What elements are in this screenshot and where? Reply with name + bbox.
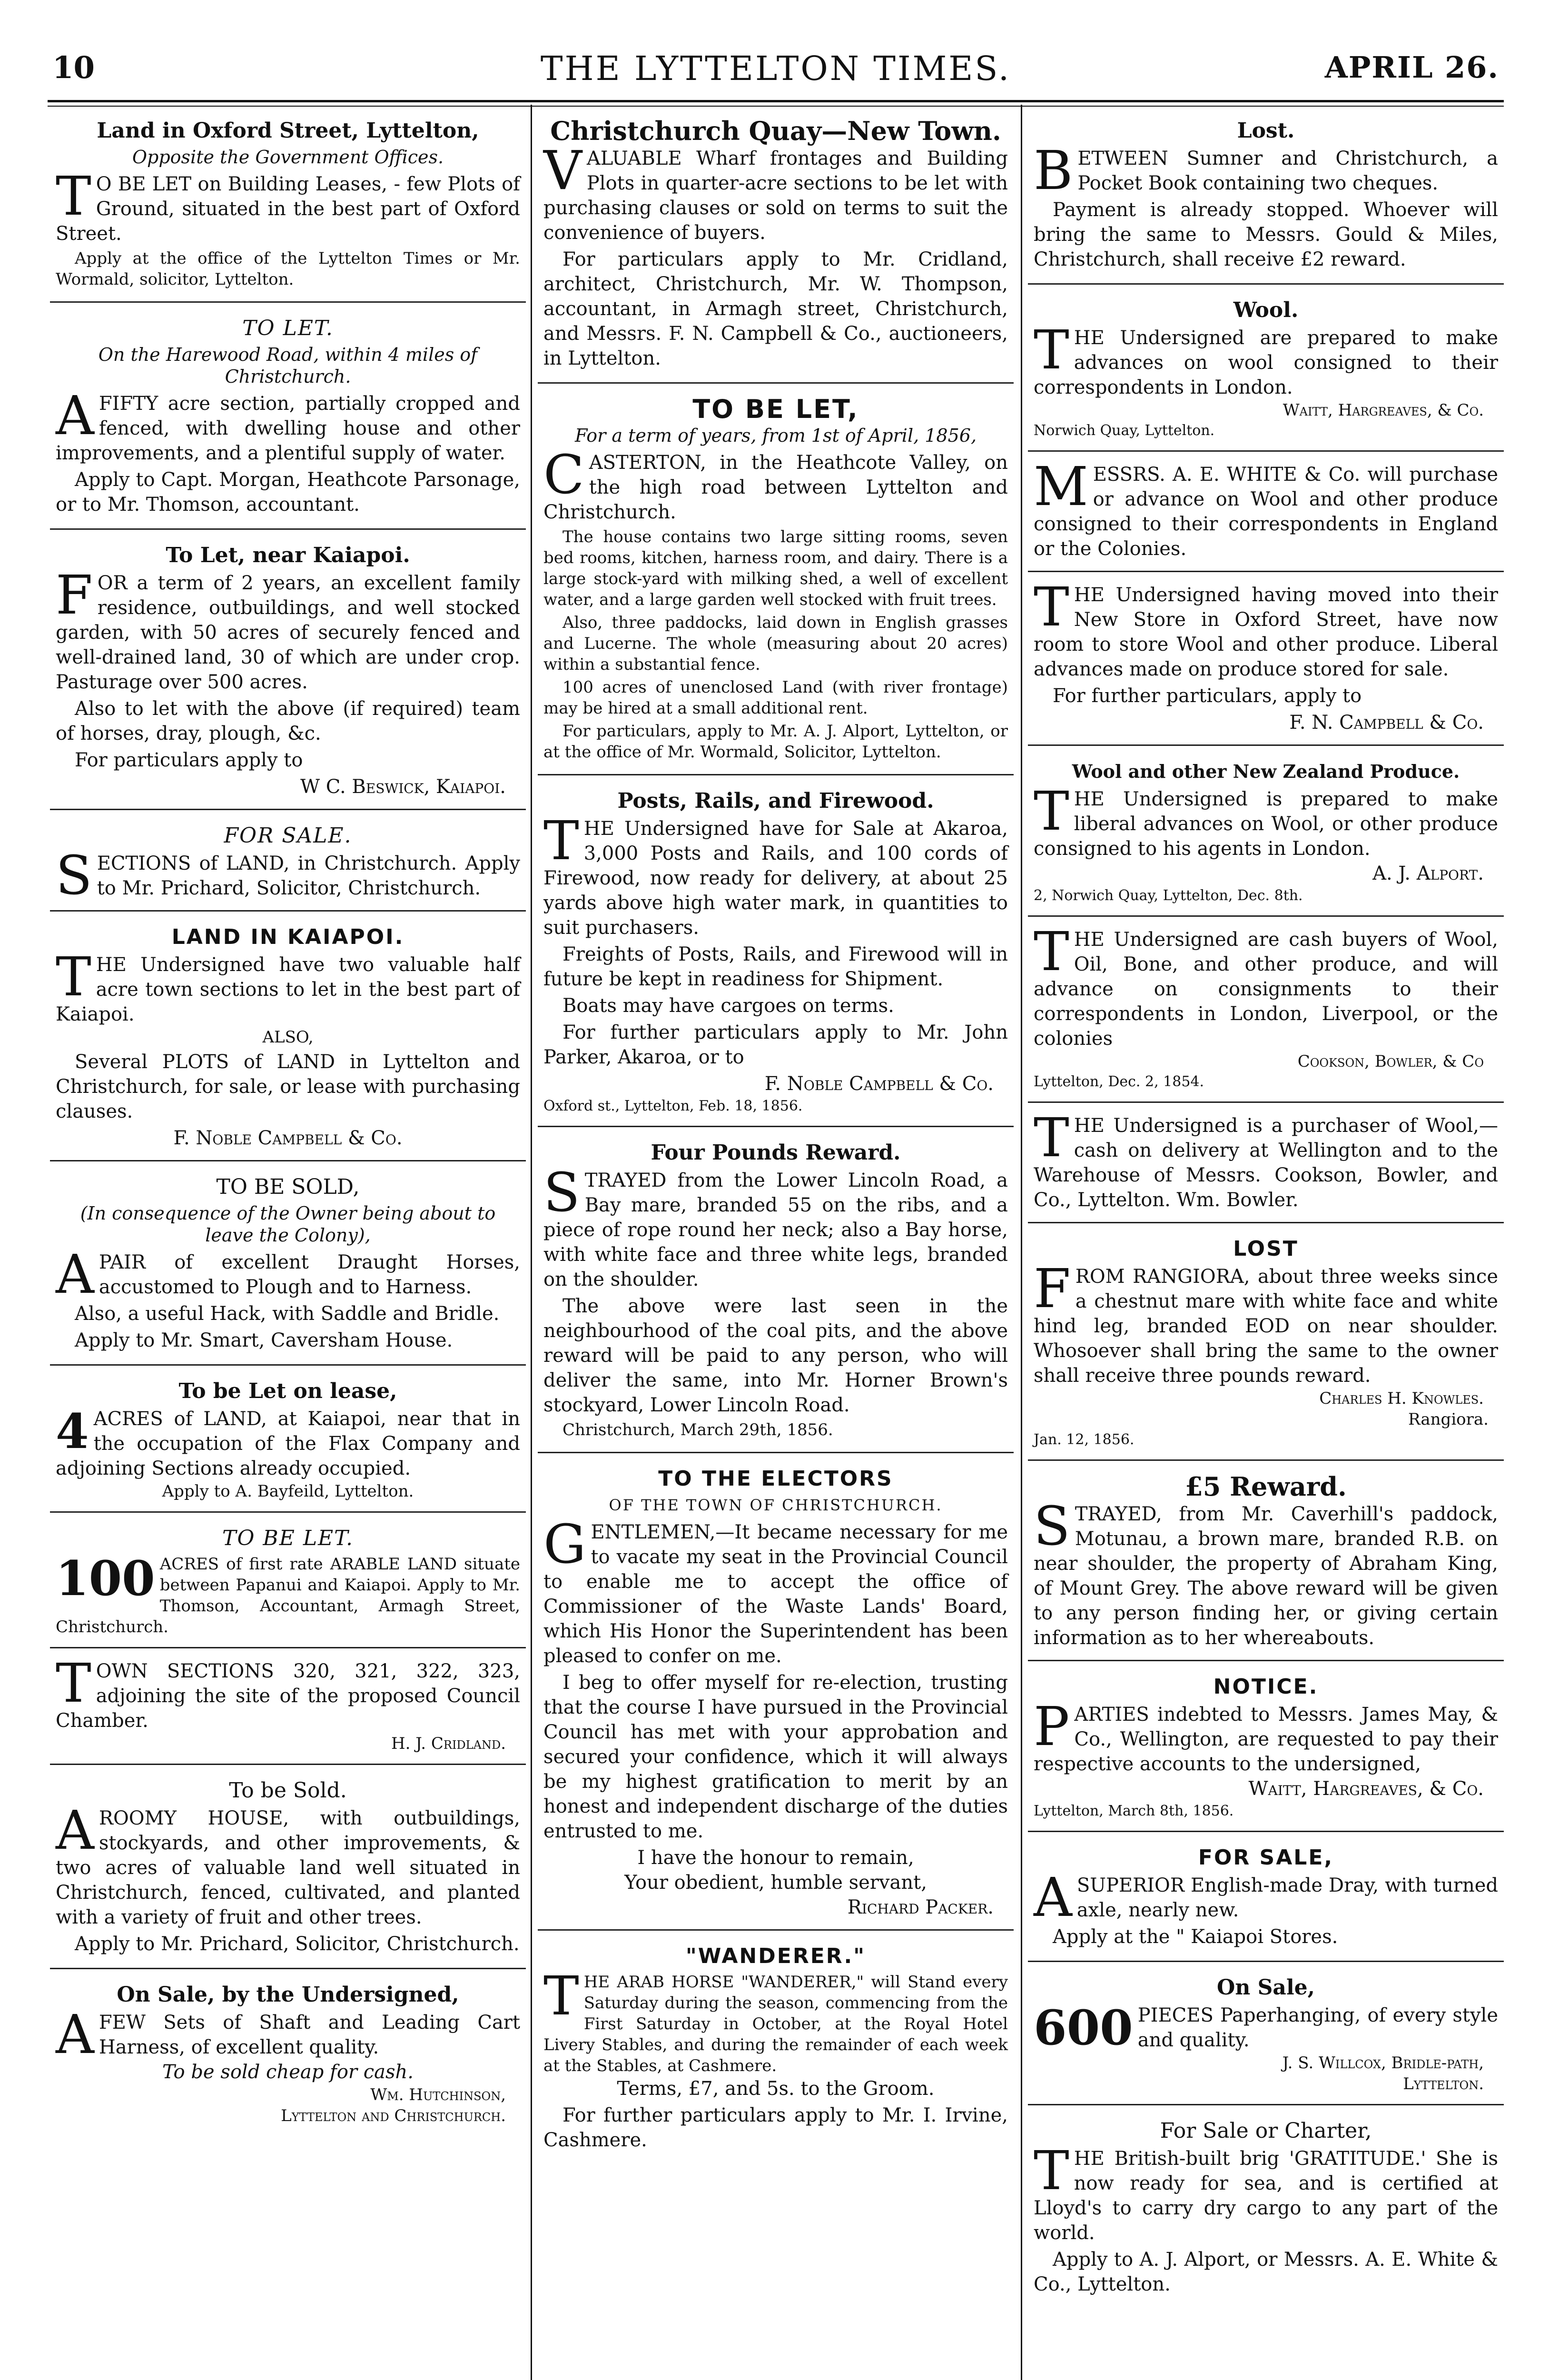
advertisement (538, 782, 1014, 1127)
ad-body: PAIR of excellent Draught Horses, accustomed to Plough and to Harness. (99, 1251, 520, 1298)
ad-body: ROM RANGIORA, about three weeks since a chestnut mare with white face and white hind leg, branded EOD on near shoulder. Whosoever shall bring the same to the owner shall receive three pounds reward. (1034, 1266, 1498, 1387)
ad-heading: FOR SALE, (1198, 1845, 1334, 1870)
ad-text: Christchurch, March 29th, 1856. (562, 1420, 833, 1439)
header-rule (48, 100, 1504, 102)
drop-cap: T (1034, 2140, 1069, 2202)
ad-body: ESSRS. A. E. WHITE & Co. will purchase or advance on Wool and other produce consigned to their correspondents in England or the Colonies. (1034, 464, 1498, 560)
ad-heading: TO BE SOLD, (216, 1175, 360, 1199)
ad-text: For further particulars, apply to (1053, 685, 1362, 707)
ad-text: Also, three paddocks, laid down in English grasses and Lucerne. The whole (measuring about 20 acres) within a substantial fence. (543, 613, 1008, 674)
ad-subheading: (In consequence of the Owner being about to leave the Colony), (80, 1203, 496, 1246)
ad-text: Apply to Mr. Prichard, Solicitor, Christchurch. (75, 1933, 520, 1955)
drop-cap: T (56, 1653, 91, 1715)
ad-body: HE Undersigned have two valuable half acre town sections to let in the best part of Kaiapoi. (56, 954, 520, 1025)
ad-heading: TO BE LET, (692, 394, 859, 424)
ad-body: ACRES of first rate ARABLE LAND situate between Papanui and Kaiapoi. Apply to Mr. Thomson, Accountant, Armagh Street, Christchurch. (56, 1555, 520, 1636)
advertisement (1028, 1468, 1504, 1661)
ad-text: For further particulars apply to Mr. I. Irvine, Cashmere. (543, 2104, 1008, 2151)
ad-heading: FOR SALE. (224, 823, 352, 848)
ad-subheading: For a term of years, from 1st of April, 1856, (574, 425, 977, 446)
ad-heading: For Sale or Charter, (1160, 2119, 1372, 2143)
ad-text: For particulars, apply to Mr. A. J. Alport, Lyttelton, or at the office of Mr. Wormald, Solicitor, Lyttelton. (543, 722, 1008, 762)
ad-heading: Christchurch Quay—New Town. (550, 116, 1001, 146)
ad-text: Apply to Capt. Morgan, Heathcote Parsonage, or to Mr. Thomson, accountant. (56, 469, 520, 516)
drop-cap: S (543, 1162, 580, 1224)
ad-date: Jan. 12, 1856. (1034, 1431, 1135, 1448)
ad-heading: TO BE LET. (222, 1526, 354, 1550)
ad-heading: On Sale, by the Undersigned, (117, 1983, 459, 2007)
ad-text: For further particulars apply to Mr. John Parker, Akaroa, or to (543, 1021, 1008, 1068)
advertisement (1028, 291, 1504, 452)
ad-heading: "WANDERER." (685, 1944, 866, 1968)
advertisement (538, 1134, 1014, 1453)
advertisement (1028, 458, 1504, 572)
advertisement (1028, 923, 1504, 1103)
ad-signature: Wm. Hutchinson, (370, 2085, 506, 2104)
drop-cap: S (56, 845, 92, 907)
column-1 (50, 112, 526, 2142)
column-3 (1028, 112, 1504, 2315)
advertisement (50, 1976, 526, 2136)
ad-signature: Waitt, Hargreaves, & Co. (1248, 1778, 1484, 1800)
advertisement (50, 112, 526, 303)
advertisement (1028, 576, 1504, 746)
ad-body: HE British-built brig 'GRATITUDE.' She is now ready for sea, and is certified at Lloyd's to carry dry cargo to any part of the world. (1034, 2148, 1498, 2244)
drop-cap: T (543, 1965, 579, 2027)
ad-text: Payment is already stopped. Whoever will bring the same to Messrs. Gould & Miles, Christchurch, shall receive £2 reward. (1034, 199, 1498, 270)
drop-cap: 600 (1034, 2000, 1133, 2056)
ad-body: TRAYED from the Lower Lincoln Road, a Bay mare, branded 55 on the ribs, and a piece of rope round her neck; also a Bay horse, with white face and three white legs, branded on the shoulder. (543, 1170, 1008, 1290)
ad-heading: To be Sold. (229, 1778, 347, 1803)
advertisement (1028, 753, 1504, 917)
column-divider (531, 105, 532, 2380)
ad-body: OWN SECTIONS 320, 321, 322, 323, adjoining the site of the proposed Council Chamber. (56, 1660, 520, 1732)
ad-text: Also to let with the above (if required) team of horses, dray, plough, &c. (56, 698, 520, 744)
ad-heading: Lost. (1237, 119, 1295, 143)
ad-text: Your obedient, humble servant, (624, 1872, 927, 1894)
drop-cap: T (1034, 576, 1069, 638)
advertisement (1028, 1230, 1504, 1461)
advertisement (1028, 2112, 1504, 2308)
drop-cap: T (56, 166, 91, 228)
ad-body: ALUABLE Wharf frontages and Building Plots in quarter-acre sections to be let with purchasing clauses or sold on terms to suit the convenience of buyers. (543, 148, 1008, 244)
drop-cap: A (56, 1244, 94, 1306)
ad-body: ENTLEMEN,—It became necessary for me to vacate my seat in the Provincial Council to enable me to accept the office of Commissioner of the Waste Lands' Board, which His Honor the Superintendent has been pleased to confer on me. (543, 1521, 1008, 1667)
ad-subheading: Opposite the Government Offices. (132, 147, 444, 168)
ad-heading: Four Pounds Reward. (651, 1140, 901, 1165)
drop-cap: A (56, 385, 94, 447)
ad-body: HE Undersigned is prepared to make liberal advances on Wool, or other produce consigned to his agents in London. (1034, 788, 1498, 860)
ad-body: HE Undersigned are cash buyers of Wool, Oil, Bone, and other produce, and will advance on consignments to their correspondents in London, Liverpool, or the colonies (1034, 929, 1498, 1050)
ad-text: Freights of Posts, Rails, and Firewood will in future be kept in readiness for Shipment. (543, 943, 1008, 990)
ad-body: OR a term of 2 years, an excellent family residence, outbuildings, and well stocked garden, with 50 acres of securely fenced and well-drained land, 30 of which are under crop. Pasturage over 500 acres. (56, 572, 520, 693)
drop-cap: T (1034, 1107, 1069, 1169)
ad-heading: LAND IN KAIAPOI. (171, 925, 405, 949)
ad-body: HE Undersigned are prepared to make advances on wool consigned to their correspondents in London. (1034, 327, 1498, 398)
ad-body: ROOMY HOUSE, with outbuildings, stockyards, and other improvements, & two acres of valuable land well situated in Christchurch, fenced, cultivated, and planted with a variety of fruit and other trees. (56, 1807, 520, 1928)
ad-heading: To be Let on lease, (178, 1379, 397, 1403)
ad-signature: H. J. Cridland. (391, 1734, 506, 1753)
advertisement (50, 1772, 526, 1969)
ad-heading: On Sale, (1217, 1975, 1315, 2000)
ad-heading: LOST (1233, 1237, 1299, 1261)
ad-text: 100 acres of unenclosed Land (with river frontage) may be hired at a small additional rent. (543, 678, 1008, 718)
advertisement (538, 1937, 1014, 2164)
drop-cap: T (1034, 781, 1069, 843)
ad-body: ARTIES indebted to Messrs. James May, & Co., Wellington, are requested to pay their respective accounts to the undersigned, (1034, 1704, 1498, 1775)
ad-heading: NOTICE. (1213, 1675, 1319, 1699)
ad-date: Lyttelton, Dec. 2, 1854. (1034, 1073, 1204, 1090)
ad-signature-2: Lyttelton and Christchurch. (281, 2106, 506, 2125)
ad-date: Oxford st., Lyttelton, Feb. 18, 1856. (543, 1098, 803, 1114)
ad-signature-2: Rangiora. (1408, 1410, 1489, 1429)
drop-cap: A (1034, 1867, 1072, 1929)
ad-signature: F. N. Campbell & Co. (1289, 712, 1484, 734)
drop-cap: 4 (56, 1403, 89, 1459)
drop-cap: P (1034, 1696, 1070, 1758)
ad-text: Several PLOTS of LAND in Lyttelton and Christchurch, for sale, or lease with purchasing clauses. (56, 1051, 520, 1122)
ad-text: Apply to A. Bayfeild, Lyttelton. (162, 1482, 414, 1501)
ad-text: For particulars apply to Mr. Cridland, architect, Christchurch, Mr. W. Thompson, accountant, in Armagh street, Christchurch, and Messrs. F. N. Campbell & Co., auctioneers, in Lyttelton. (543, 248, 1008, 369)
ad-signature: W C. Beswick, Kaiapoi. (300, 776, 506, 798)
ad-heading: £5 Reward. (1185, 1471, 1347, 1502)
column-2 (538, 112, 1014, 2171)
ad-signature: F. Noble Campbell & Co. (173, 1127, 403, 1149)
ad-text: To be sold cheap for cash. (162, 2061, 414, 2083)
drop-cap: B (1034, 140, 1073, 202)
page-header (48, 45, 1504, 98)
ad-body: HE ARAB HORSE "WANDERER," will Stand every Saturday during the season, commencing from the First Saturday in October, at the Royal Hotel Livery Stables, and during the remainder of each week at the Stables, at Cashmere. (543, 1973, 1008, 2075)
ad-text: Also, a useful Hack, with Saddle and Bridle. (75, 1303, 500, 1325)
ad-subheading: On the Harewood Road, within 4 miles of Christchurch. (98, 344, 478, 387)
ad-heading: Land in Oxford Street, Lyttelton, (97, 119, 479, 143)
ad-text: The above were last seen in the neighbourhood of the coal pits, and the above reward will be paid to any person, who will deliver the same, into Mr. Horner Brown's stockyard, Lower Lincoln Road. (543, 1295, 1008, 1416)
ad-body: ETWEEN Sumner and Christchurch, a Pocket Book containing two cheques. (1077, 148, 1498, 194)
ad-date: Lyttelton, March 8th, 1856. (1034, 1803, 1234, 1819)
drop-cap: V (543, 140, 582, 202)
ad-signature: A. J. Alport. (1372, 863, 1484, 884)
drop-cap: F (1034, 1258, 1071, 1320)
ad-body: HE Undersigned is a purchaser of Wool,—cash on delivery at Wellington and to the Warehouse of Messrs. Cookson, Bowler, and Co., Lyttelton. Wm. Bowler. (1034, 1115, 1498, 1211)
ad-subheading: OF THE TOWN OF CHRISTCHURCH. (609, 1496, 943, 1514)
ad-text: Apply at the " Kaiapoi Stores. (1053, 1926, 1338, 1948)
advertisement (1028, 1107, 1504, 1223)
advertisement (50, 1168, 526, 1366)
ad-text: Apply to Mr. Smart, Caversham House. (75, 1329, 453, 1351)
ad-body: SUPERIOR English-made Dray, with turned axle, nearly new. (1076, 1874, 1498, 1921)
ad-text: Apply to A. J. Alport, or Messrs. A. E. White & Co., Lyttelton. (1034, 2249, 1498, 2295)
ad-signature: F. Noble Campbell & Co. (764, 1073, 994, 1095)
drop-cap: A (56, 2004, 94, 2066)
ad-text: I beg to offer myself for re-election, trusting that the course I have pursued in the Provincial Council has met with your approbation and secured your confidence, which it will always be my highest gratification to merit by an honest and independent discharge of the duties entrusted to me. (543, 1672, 1008, 1842)
ad-signature-2: Lyttelton. (1403, 2074, 1484, 2093)
ad-signature: Waitt, Hargreaves, & Co. (1283, 401, 1484, 420)
advertisement (1028, 1839, 1504, 1962)
ad-text: The house contains two large sitting rooms, seven bed rooms, kitchen, harness room, and dairy. There is a large stock-yard with milking shed, a well of excellent water, and a large garden well stocked with fruit trees. (543, 527, 1008, 609)
ad-heading: Wool. (1233, 298, 1299, 322)
advertisement (50, 1655, 526, 1765)
advertisement (50, 309, 526, 530)
ad-also: ALSO, (262, 1028, 314, 1047)
page-number: 10 (52, 50, 95, 86)
ad-body: ECTIONS of LAND, in Christchurch. Apply to Mr. Prichard, Solicitor, Christchurch. (97, 853, 520, 899)
advertisement (50, 536, 526, 810)
ad-body: O BE LET on Building Leases, - few Plots of Ground, situated in the best part of Oxford Street. (56, 173, 520, 245)
ad-body: HE Undersigned have for Sale at Akaroa, 3,000 Posts and Rails, and 100 cords of Firewood, now ready for delivery, at about 25 yards above high water mark, in quantities to suit purchasers. (543, 818, 1008, 939)
ad-heading: TO LET. (242, 316, 334, 340)
ad-text: I have the honour to remain, (637, 1847, 914, 1869)
drop-cap: T (1034, 319, 1069, 381)
ad-body: HE Undersigned having moved into their New Store in Oxford Street, have now room to store Wool and other produce. Liberal advances made on produce stored for sale. (1034, 584, 1498, 680)
column-divider (1021, 105, 1022, 2380)
advertisement (50, 817, 526, 912)
drop-cap: T (1034, 921, 1069, 983)
header-rule-thin (48, 106, 1504, 107)
advertisement (1028, 1668, 1504, 1832)
ad-body: PIECES Paperhanging, of every style and quality. (1137, 2004, 1498, 2051)
ad-heading: Wool and other New Zealand Produce. (1072, 761, 1460, 782)
advertisement (1028, 112, 1504, 285)
advertisement (50, 1372, 526, 1513)
ad-signature: Cookson, Bowler, & Co (1297, 1052, 1484, 1071)
ad-body: TRAYED, from Mr. Caverhill's paddock, Motunau, a brown mare, branded R.B. on near shoulder, the property of Abraham King, of Mount Grey. The above reward will be given to any person finding her, or giving certain information as to her whereabouts. (1034, 1503, 1498, 1649)
advertisement (1028, 1969, 1504, 2105)
ad-heading: TO THE ELECTORS (658, 1467, 893, 1491)
ad-heading: To Let, near Kaiapoi. (166, 543, 410, 567)
drop-cap: T (56, 946, 91, 1008)
drop-cap: C (543, 444, 584, 506)
ad-text: Boats may have cargoes on terms. (562, 995, 894, 1017)
drop-cap: G (543, 1514, 586, 1576)
ad-signature: Richard Packer. (847, 1896, 994, 1918)
ad-body: ASTERTON, in the Heathcote Valley, on the high road between Lyttelton and Christchurch. (543, 452, 1008, 523)
ad-text: Terms, £7, and 5s. to the Groom. (617, 2078, 935, 2100)
drop-cap: M (1034, 456, 1088, 518)
advertisement (538, 390, 1014, 775)
ad-text: Apply at the office of the Lyttelton Times or Mr. Wormald, solicitor, Lyttelton. (56, 249, 520, 289)
ad-body: FEW Sets of Shaft and Leading Cart Harness, of excellent quality. (99, 2012, 520, 2058)
drop-cap: 100 (56, 1550, 155, 1606)
ad-signature: Charles H. Knowles. (1319, 1389, 1484, 1408)
advertisement (50, 1519, 526, 1648)
drop-cap: F (56, 565, 93, 626)
ad-date: 2, Norwich Quay, Lyttelton, Dec. 8th. (1034, 887, 1303, 904)
advertisement (538, 112, 1014, 384)
ad-body: FIFTY acre section, partially cropped and fenced, with dwelling house and other improvements, and a plentiful supply of water. (56, 393, 520, 464)
issue-date: APRIL 26. (1324, 50, 1499, 85)
newspaper-title: THE LYTTELTON TIMES. (540, 49, 1011, 88)
drop-cap: T (543, 810, 579, 872)
advertisement (538, 1460, 1014, 1931)
drop-cap: A (56, 1800, 94, 1862)
ad-date: Norwich Quay, Lyttelton. (1034, 422, 1215, 439)
drop-cap: S (1034, 1496, 1070, 1557)
ad-body: ACRES of LAND, at Kaiapoi, near that in the occupation of the Flax Company and adjoining Sections already occupied. (56, 1408, 520, 1479)
ad-signature: J. S. Willcox, Bridle-path, (1282, 2053, 1484, 2073)
ad-heading: Posts, Rails, and Firewood. (617, 789, 934, 813)
ad-text: For particulars apply to (75, 749, 303, 771)
advertisement (50, 918, 526, 1161)
